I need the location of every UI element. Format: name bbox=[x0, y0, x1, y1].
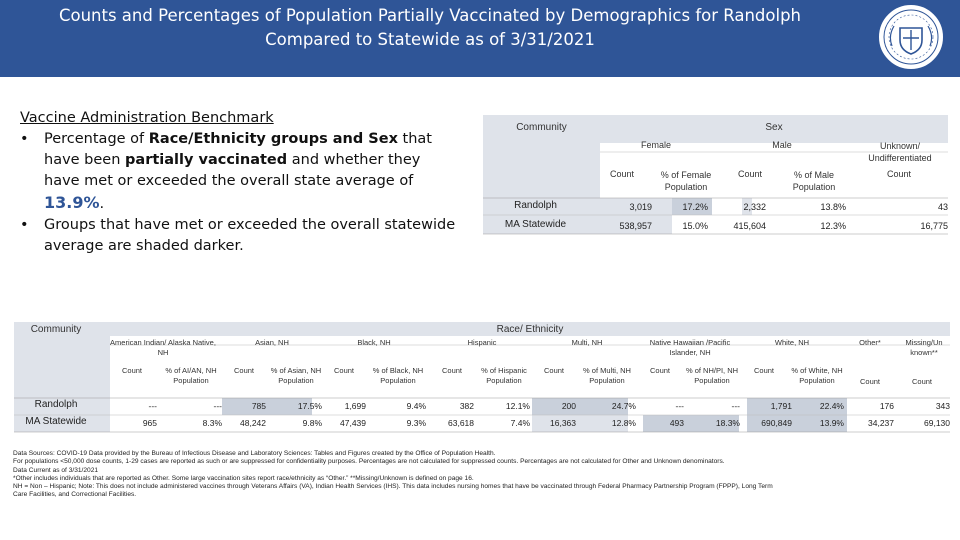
table-cell: 1,699 bbox=[344, 401, 366, 411]
table-cell: 34,237 bbox=[868, 418, 894, 428]
aian-count-header: Count bbox=[121, 366, 142, 375]
page-title: Counts and Percentages of Population Partially Vaccinated by Demographics for Randolph Compared to Statewide as of 3/31/2021 bbox=[58, 6, 802, 49]
asian-count-header: Count bbox=[233, 366, 254, 375]
table-cell: 200 bbox=[561, 401, 576, 411]
table-cell: 176 bbox=[879, 401, 894, 411]
table-cell: 13.9% bbox=[819, 418, 844, 428]
table-cell: 382 bbox=[459, 401, 474, 411]
table-cell: 63,618 bbox=[448, 418, 474, 428]
table-cell: 17.5% bbox=[297, 401, 322, 411]
race-row-community: MA Statewide bbox=[25, 416, 87, 427]
hispanic-count-header: Count bbox=[441, 366, 462, 375]
hispanic-header: Hispanic bbox=[467, 338, 497, 347]
table-cell: 22.4% bbox=[819, 401, 844, 411]
nhpi-count-header: Count bbox=[649, 366, 670, 375]
table-cell: --- bbox=[731, 401, 740, 411]
black-header: Black, NH bbox=[357, 338, 391, 347]
table-cell: 16,363 bbox=[550, 418, 576, 428]
race-group-header: Race/ Ethnicity bbox=[496, 324, 564, 335]
table-cell: 48,242 bbox=[240, 418, 266, 428]
table-cell: 2,332 bbox=[743, 202, 766, 212]
table-cell: 415,604 bbox=[733, 221, 766, 231]
male-pct-header: % of Male Population bbox=[792, 170, 836, 192]
other-header: Other* bbox=[859, 338, 881, 347]
black-pct-header: % of Black, NH Population bbox=[372, 366, 424, 385]
table-cell: 343 bbox=[935, 401, 950, 411]
table-cell: 965 bbox=[142, 418, 157, 428]
male-count-header: Count bbox=[737, 169, 763, 179]
table-cell: 493 bbox=[669, 418, 684, 428]
unknown-header: Unknown/ Undifferentiated bbox=[868, 141, 932, 163]
sex-group-header: Sex bbox=[765, 122, 783, 133]
table-cell: --- bbox=[675, 401, 684, 411]
multi-header: Multi, NH bbox=[571, 338, 603, 347]
missing-count-header: Count bbox=[911, 377, 932, 386]
table-cell: 538,957 bbox=[619, 221, 652, 231]
table-cell: --- bbox=[213, 401, 222, 411]
benchmark-bullet-1: • Percentage of Race/Ethnicity groups and Sex that have been partially vaccinated and whether they have met or exceeded the overall state average of 13.9%. bbox=[20, 129, 460, 215]
race-community-header: Community bbox=[30, 324, 82, 335]
table-cell: 17.2% bbox=[682, 202, 708, 212]
table-cell: 69,130 bbox=[924, 418, 950, 428]
race-row-community: Randolph bbox=[34, 399, 78, 410]
table-cell: 12.3% bbox=[820, 221, 846, 231]
table-cell: 9.3% bbox=[406, 418, 426, 428]
nhpi-pct-header: % of NH/PI, NH Population bbox=[685, 366, 739, 385]
table-cell: 785 bbox=[251, 401, 266, 411]
benchmark-bullet-2: • Groups that have met or exceeded the overall statewide average are shaded darker. bbox=[20, 215, 460, 257]
table-cell: 1,791 bbox=[770, 401, 792, 411]
female-pct-header: % of Female Population bbox=[660, 170, 712, 192]
table-cell: 47,439 bbox=[340, 418, 366, 428]
table-cell: 12.8% bbox=[611, 418, 636, 428]
hispanic-pct-header: % of Hispanic Population bbox=[481, 366, 527, 385]
aian-pct-header: % of AI/AN, NH Population bbox=[165, 366, 217, 385]
white-header: White, NH bbox=[774, 338, 810, 347]
sex-row-community: MA Statewide bbox=[504, 219, 567, 230]
multi-pct-header: % of Multi, NH Population bbox=[583, 366, 631, 385]
state-average-value: 13.9% bbox=[44, 193, 100, 212]
table-cell: 8.3% bbox=[202, 418, 222, 428]
nhpi-header: Native Hawaiian /Pacific Islander, NH bbox=[649, 338, 731, 357]
asian-header: Asian, NH bbox=[255, 338, 289, 347]
table-cell: 3,019 bbox=[629, 202, 652, 212]
white-pct-header: % of White, NH Population bbox=[791, 366, 843, 385]
multi-count-header: Count bbox=[543, 366, 564, 375]
table-cell: 9.8% bbox=[302, 418, 322, 428]
benchmark-heading: Vaccine Administration Benchmark bbox=[20, 110, 274, 126]
table-cell: 9.4% bbox=[406, 401, 426, 411]
table-cell: 16,775 bbox=[920, 221, 948, 231]
white-count-header: Count bbox=[753, 366, 774, 375]
unknown-count-header: Count bbox=[886, 169, 912, 179]
table-cell: --- bbox=[148, 401, 157, 411]
female-count-header: Count bbox=[609, 169, 635, 179]
black-count-header: Count bbox=[333, 366, 354, 375]
other-count-header: Count bbox=[859, 377, 880, 386]
male-header: Male bbox=[772, 140, 792, 150]
missing-header: Missing/Un known** bbox=[905, 338, 943, 357]
table-cell: 15.0% bbox=[682, 221, 708, 231]
table-cell: 7.4% bbox=[510, 418, 530, 428]
asian-pct-header: % of Asian, NH Population bbox=[270, 366, 322, 385]
table-cell: 43 bbox=[937, 202, 948, 212]
table-cell: 690,849 bbox=[761, 418, 792, 428]
sex-community-header: Community bbox=[516, 122, 567, 133]
table-cell: 18.3% bbox=[715, 418, 740, 428]
sex-row-community: Randolph bbox=[514, 200, 557, 211]
female-header: Female bbox=[640, 140, 671, 150]
table-cell: 13.8% bbox=[820, 202, 846, 212]
aian-header: American Indian/ Alaska Native, NH bbox=[110, 338, 216, 357]
footnotes: Data Sources: COVID-19 Data provided by the Bureau of Infectious Disease and Laboratory Sciences: Tables and Figures created by the Office of Population Health. For populations <50,000 dose counts, 1-29 cases are reported as such or are suppressed for confidentiality purposes. Percentages are not calculated for suppressed counts. Percentages are not calculated for Other and Unknown denominators. Data Current as of 3/31/2021 *Other includes individuals that are reported as Other. Some large vaccination sites report race/ethnicity as “Other.” **Missing/Unknown is defined on page 16. NH = Non – Hispanic; Note: This does not include administered vaccines through Veterans Affairs (VA), Indian Health Services (IHS). This data includes nursing homes that have be vaccinated through Federal Pharmacy Partnership Program (FPPP), Long Term Care Facilities, and Correctional Facilities. bbox=[13, 450, 773, 499]
table-cell: 24.7% bbox=[611, 401, 636, 411]
table-cell: 12.1% bbox=[505, 401, 530, 411]
